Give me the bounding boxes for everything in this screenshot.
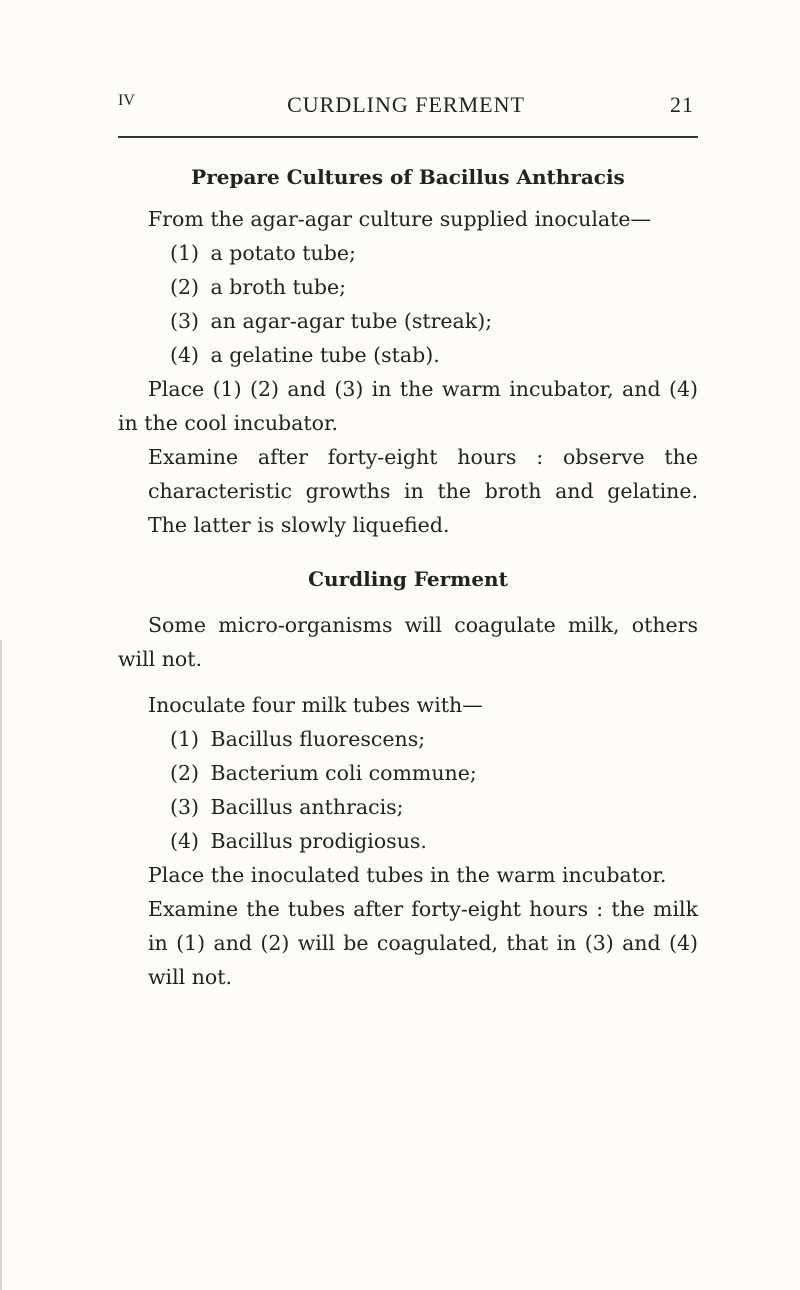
list-item: (4) a gelatine tube (stab). — [170, 343, 440, 367]
section-numeral: IV — [118, 92, 135, 109]
list-item: (2) a broth tube; — [170, 275, 347, 299]
list-item: (1) a potato tube; — [170, 241, 356, 265]
page-edge-shadow — [0, 640, 2, 1290]
culture-list — [118, 236, 698, 372]
paragraph-place: Place (1) (2) and (3) in the warm incubator, and (4) in the cool incubator. — [118, 377, 698, 435]
paragraph-examine: Examine the tubes after forty-eight hours : the milk in (1) and (2) will be coagulated, that in (3) and (4) will not. — [148, 897, 698, 989]
running-title: CURDLING FERMENT — [287, 92, 525, 117]
list-item: (1) Bacillus fluorescens; — [170, 727, 426, 751]
page-body — [118, 160, 698, 994]
paragraph-inoculate: Inoculate four milk tubes with— — [148, 693, 483, 717]
paragraph-intro: Some micro-organisms will coagulate milk, others will not. — [118, 613, 698, 671]
page-number: 21 — [670, 92, 694, 117]
running-head — [118, 92, 694, 120]
milk-tube-list — [118, 722, 698, 858]
paragraph-intro: From the agar-agar culture supplied inoculate— — [148, 207, 652, 231]
section-heading-anthracis: Prepare Cultures of Bacillus Anthracis — [191, 165, 625, 189]
section-heading-curdling: Curdling Ferment — [308, 567, 508, 591]
list-item: (3) an agar-agar tube (streak); — [170, 309, 493, 333]
list-item: (2) Bacterium coli commune; — [170, 761, 477, 785]
paragraph-place: Place the inoculated tubes in the warm incubator. — [148, 863, 667, 887]
list-item: (3) Bacillus anthracis; — [170, 795, 404, 819]
header-rule — [118, 136, 698, 138]
paragraph-examine: Examine after forty-eight hours : observe the characteristic growths in the broth and gelatine. The latter is slowly liquefied. — [148, 445, 698, 537]
list-item: (4) Bacillus prodigiosus. — [170, 829, 427, 853]
